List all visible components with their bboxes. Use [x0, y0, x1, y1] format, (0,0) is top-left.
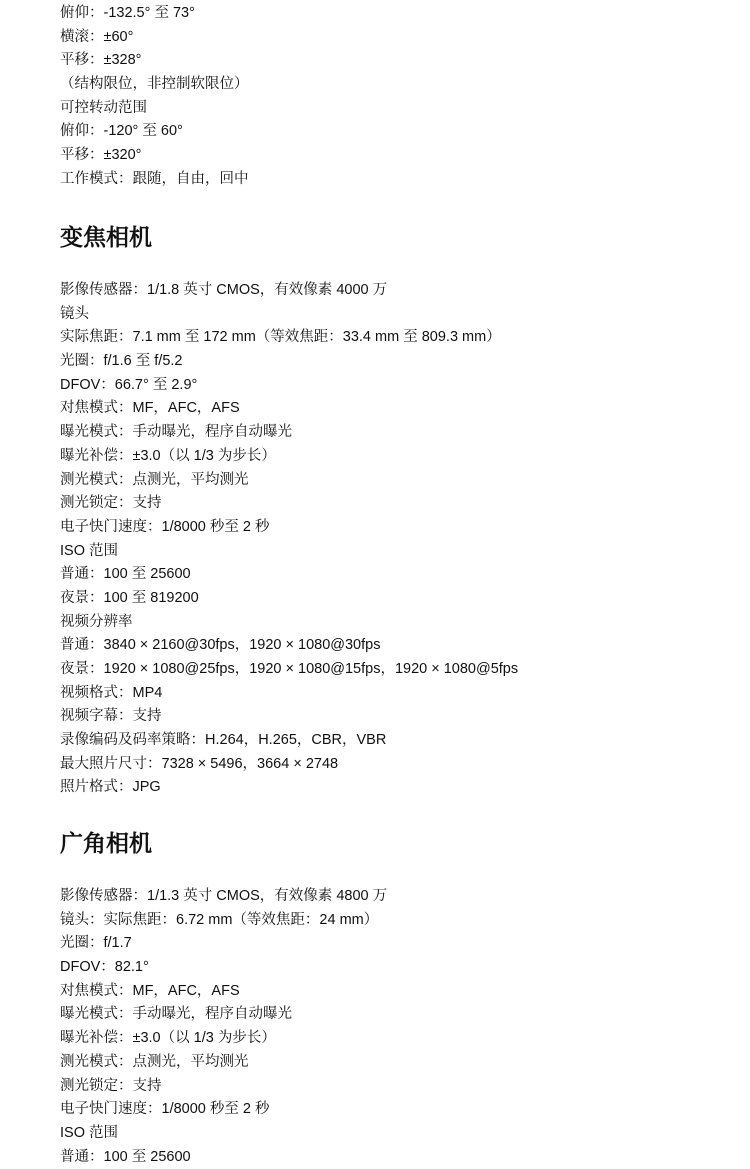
spec-line: 对焦模式：MF，AFC，AFS	[60, 400, 240, 417]
spec-line: 光圈：f/1.7	[60, 935, 132, 952]
spec-line: 电子快门速度：1/8000 秒至 2 秒	[60, 518, 270, 535]
spec-line: 测光模式：点测光，平均测光	[60, 1053, 249, 1070]
spec-line: 影像传感器：1/1.3 英寸 CMOS，有效像素 4800 万	[60, 888, 388, 904]
spec-line: 普通：100 至 25600	[60, 566, 191, 583]
spec-line: 光圈：f/1.6 至 f/5.2	[60, 353, 183, 370]
spec-line: 视频字幕：支持	[60, 708, 162, 725]
spec-line: 曝光补偿：±3.0（以 1/3 为步长）	[60, 1030, 276, 1047]
spec-line: 夜景：1920 × 1080@25fps，1920 × 1080@15fps，1920 × 1080@5fps	[60, 661, 519, 677]
gimbal-specs	[60, 2, 249, 192]
spec-line: 实际焦距：7.1 mm 至 172 mm（等效焦距：33.4 mm 至 809.3 mm）	[60, 329, 501, 346]
spec-line: 可控转动范围	[60, 99, 147, 116]
spec-line: 镜头：实际焦距：6.72 mm（等效焦距：24 mm）	[60, 911, 379, 928]
spec-line: ISO 范围	[60, 542, 119, 559]
spec-line: 曝光补偿：±3.0（以 1/3 为步长）	[60, 447, 276, 464]
zoom-camera-specs	[60, 279, 518, 800]
wide-camera-specs	[60, 885, 387, 1169]
spec-line: ISO 范围	[60, 1124, 119, 1141]
spec-line: 测光模式：点测光，平均测光	[60, 471, 249, 488]
spec-line: 照片格式：JPG	[60, 779, 161, 796]
spec-line: （结构限位，非控制软限位）	[60, 76, 249, 93]
spec-line: 对焦模式：MF，AFC，AFS	[60, 982, 240, 999]
spec-line: DFOV：66.7° 至 2.9°	[60, 376, 198, 393]
spec-line: 俯仰：-120° 至 60°	[60, 123, 183, 140]
spec-line: 曝光模式：手动曝光，程序自动曝光	[60, 424, 292, 441]
spec-line: 夜景：100 至 819200	[60, 589, 199, 606]
spec-line: 曝光模式：手动曝光，程序自动曝光	[60, 1006, 292, 1023]
spec-line: 测光锁定：支持	[60, 495, 162, 512]
spec-line: 普通：3840 × 2160@30fps，1920 × 1080@30fps	[60, 637, 381, 654]
spec-line: 视频分辨率	[60, 613, 133, 630]
spec-line: 横滚：±60°	[60, 28, 134, 45]
spec-line: 录像编码及码率策略：H.264，H.265，CBR，VBR	[60, 732, 387, 749]
spec-line: 工作模式：跟随，自由，回中	[60, 170, 249, 187]
spec-line: 测光锁定：支持	[60, 1077, 162, 1094]
spec-line: 平移：±328°	[60, 52, 142, 69]
spec-line: 视频格式：MP4	[60, 684, 163, 701]
spec-line: 最大照片尺寸：7328 × 5496，3664 × 2748	[60, 755, 339, 772]
spec-line: 俯仰：-132.5° 至 73°	[60, 5, 195, 21]
spec-line: 影像传感器：1/1.8 英寸 CMOS，有效像素 4000 万	[60, 282, 388, 298]
spec-line: 镜头	[60, 305, 89, 322]
wide-camera-heading: 广角相机	[60, 830, 152, 856]
spec-line: 电子快门速度：1/8000 秒至 2 秒	[60, 1101, 270, 1118]
spec-line: 普通：100 至 25600	[60, 1148, 191, 1165]
spec-line: DFOV：82.1°	[60, 959, 149, 976]
spec-line: 平移：±320°	[60, 147, 142, 164]
zoom-camera-heading: 变焦相机	[60, 224, 152, 250]
